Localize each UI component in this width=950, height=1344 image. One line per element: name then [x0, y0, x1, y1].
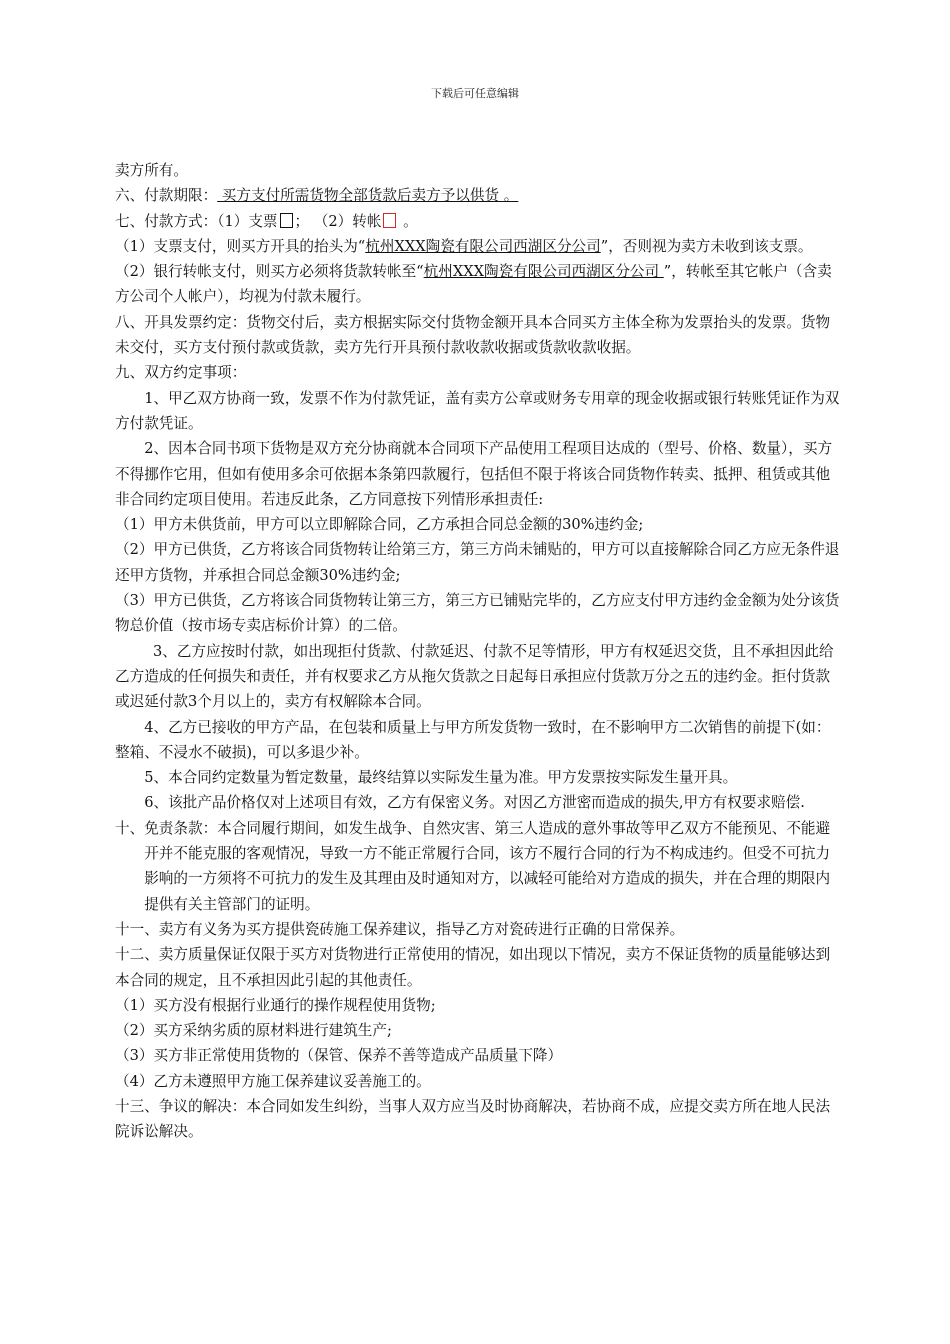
check-payment-clause: （1）支票支付，则买方开具的抬头为“杭州XXX陶瓷有限公司西湖区分公司”，否则视为卖方未收到该支票。: [115, 237, 813, 255]
agreement-item-3: 3、乙方应按时付款，如出现拒付货款、付款延迟、付款不足等情形，甲方有权延迟交货，且不承担因此给乙方造成的任何损失和责任，并有权要求乙方从拖欠货款之日起每日承担应付货款万分之五的违约金。拒付货款或迟延付款3个月以上的，卖方有权解除本合同。: [115, 642, 834, 711]
check-checkbox[interactable]: [280, 213, 293, 228]
check-payee-company: 杭州XXX陶瓷有限公司西湖区分公司: [365, 237, 601, 255]
payment-term: 六、付款期限： 买方支付所需货物全部货款后卖方予以供货 。: [115, 187, 519, 205]
dispute-clause: 十三、争议的解决：本合同如发生纠纷，当事人双方应当及时协商解决，若协商不成，应提交卖方所在地人民法院诉讼解决。: [115, 1097, 831, 1141]
maintenance-clause: 十一、卖方有义务为买方提供瓷砖施工保养建议，指导乙方对瓷砖进行正确的日常保养。: [115, 920, 685, 938]
agreement-item-6: 6、该批产品价格仅对上述项目有效，乙方有保密义务。对因乙方泄密而造成的损失,甲方有权要求赔偿.: [144, 794, 805, 812]
bank-transfer-clause: （2）银行转帐支付，则买方必须将货款转帐至“杭州XXX陶瓷有限公司西湖区分公司 ”，转帐至其它帐户（含卖方公司个人帐户），均视为付款未履行。: [115, 263, 832, 306]
text-line: 卖方所有。: [115, 162, 188, 179]
page-header: 下载后可任意编辑: [431, 87, 519, 100]
agreement-item-4: 4、乙方已接收的甲方产品，在包装和质量上与甲方所发货物一致时，在不影响甲方二次销售的前提下(如：整箱、不浸水不破损)，可以多退少补。: [115, 718, 831, 761]
transfer-checkbox[interactable]: [383, 213, 396, 228]
invoice-clause: 八、开具发票约定：货物交付后，卖方根据实际交付货物金额开具本合同买方主体全称为发票抬头的发票。货物未交付，买方支付预付款或货款，卖方先行开具预付款收款收据或货款收款收据。: [115, 313, 831, 357]
agreement-item-2-2: （2）甲方已供货，乙方将该合同货物转让给第三方，第三方尚未铺贴的，甲方可以直接解除合同乙方应无条件退还甲方货物，并承担合同总金额30%违约金;: [115, 541, 840, 584]
exemption-clause: 十、免责条款：本合同履行期间，如发生战争、自然灾害、第三人造成的意外事故等甲乙双方不能预见、不能避开并不能克服的客观情况，导致一方不能正常履行合同，该方不履行合同的行为不构成违约。但受不可抗力影响的一方须将不可抗力的发生及其理由及时通知对方，以减轻可能给对方造成的损失，并在合理的期限内提供有关主管部门的证明。: [115, 819, 831, 913]
agreement-item-2-3: （3）甲方已供货，乙方将该合同货物转让第三方，第三方已铺贴完毕的，乙方应支付甲方违约金金额为处分该货物总价值（按市场专卖店标价计算）的二倍。: [115, 592, 840, 635]
agreement-item-2: 2、因本合同书项下货物是双方充分协商就本合同项下产品使用工程项目达成的（型号、价格、数量），买方不得挪作它用，但如有使用多余可依据本条第四款履行，包括但不限于将该合同货物作转卖、抵押、租赁或其他非合同约定项目使用。若违反此条，乙方同意按下列情形承担责任:: [115, 440, 833, 508]
quality-clause: 十二、卖方质量保证仅限于买方对货物进行正常使用的情况，如出现以下情况，卖方不保证货物的质量能够达到本合同的规定，且不承担因此引起的其他责任。: [115, 946, 831, 989]
agreement-item-1: 1、甲乙双方协商一致，发票不作为付款凭证，盖有卖方公章或财务专用章的现金收据或银行转账凭证作为双方付款凭证。: [115, 389, 840, 432]
agreement-item-5: 5、本合同约定数量为暂定数量，最终结算以实际发生量为准。甲方发票按实际发生量开具。: [144, 769, 738, 787]
quality-item-3: （3）买方非正常使用货物的（保管、保养不善等造成产品质量下降）: [115, 1047, 563, 1065]
agreement-item-2-1: （1）甲方未供货前，甲方可以立即解除合同，乙方承担合同总金额的30%违约金;: [115, 516, 644, 534]
contract-body: [115, 158, 841, 1145]
payment-method: 七、付款方式：（1）支票 ； （2）转帐 。: [115, 212, 418, 230]
payment-term-value: 买方支付所需货物全部货款后卖方予以供货 。: [217, 187, 519, 205]
bank-payee-company: 杭州XXX陶瓷有限公司西湖区分公司: [423, 263, 664, 281]
quality-item-2: （2）买方采纳劣质的原材料进行建筑生产;: [115, 1022, 392, 1040]
agreement-title: 九、双方约定事项：: [115, 364, 247, 382]
quality-item-4: （4）乙方未遵照甲方施工保养建议妥善施工的。: [115, 1072, 431, 1090]
quality-item-1: （1）买方没有根据行业通行的操作规程使用货物;: [115, 996, 436, 1014]
